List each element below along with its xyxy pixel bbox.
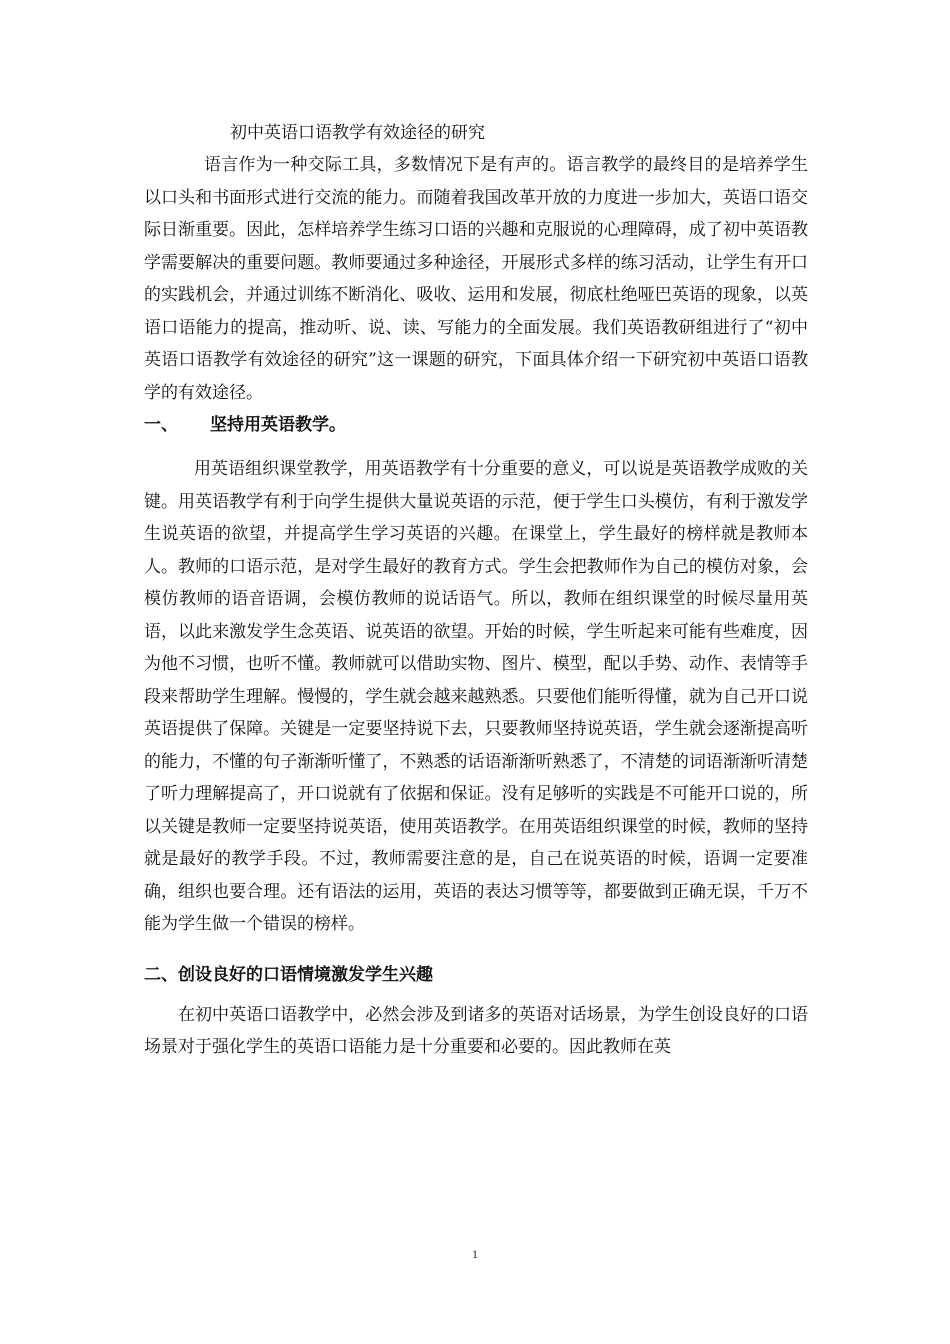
section-2-heading: 二、创设良好的口语情境激发学生兴趣 [144, 964, 433, 985]
page-number: 1 [472, 1247, 478, 1261]
intro-paragraph: 语言作为一种交际工具，多数情况下是有声的。语言教学的最终目的是培养学生以口头和书面形式进行交流的能力。而随着我国改革开放的力度进一步加大，英语口语交际日渐重要。因此，怎样培养学生练习口语的兴趣和克服说的心理障碍，成了初中英语教学需要解决的重要问题。教师要通过多种途径，开展形式多样的练习活动，让学生有开口的实践机会，并通过训练不断消化、吸收、运用和发展，彻底杜绝哑巴英语的现象，以英语口语能力的提高，推动听、说、读、写能力的全面发展。我们英语教研组进行了“初中英语口语教学有效途径的研究”这一课题的研究，下面具体介绍一下研究初中英语口语教学的有效途径。 [144, 155, 808, 403]
section-1-title: 坚持用英语教学。 [210, 415, 346, 435]
section-1-paragraph: 用英语组织课堂教学，用英语教学有十分重要的意义，可以说是英语教学成败的关键。用英语教学有利于向学生提供大量说英语的示范，便于学生口头模仿，有利于激发学生说英语的欲望，并提高学生学习英语的兴趣。在课堂上，学生最好的榜样就是教师本人。教师的口语示范，是对学生最好的教育方式。学生会把教师作为自己的模仿对象，会模仿教师的语音语调，会模仿教师的说话语气。所以，教师在组织课堂的时候尽量用英语，以此来激发学生念英语、说英语的欲望。开始的时候，学生听起来可能有些难度，因为他不习惯，也听不懂。教师就可以借助实物、图片、模型，配以手势、动作、表情等手段来帮助学生理解。慢慢的，学生就会越来越熟悉。只要他们能听得懂，就为自己开口说英语提供了保障。关键是一定要坚持说下去，只要教师坚持说英语，学生就会逐渐提高听的能力，不懂的句子渐渐听懂了，不熟悉的话语渐渐听熟悉了，不清楚的词语渐渐听清楚了听力理解提高了，开口说就有了依据和保证。没有足够听的实践是不可能开口说的，所以关键是教师一定要坚持说英语，使用英语教学。在用英语组织课堂的时候，教师的坚持就是最好的教学手段。不过，教师需要注意的是，自己在说英语的时候，语调一定要准确，组织也要合理。还有语法的运用，英语的表达习惯等等，都要做到正确无误，千万不能为学生做一个错误的榜样。 [144, 459, 808, 934]
document-content [144, 117, 808, 1064]
section-1-number: 一、 [144, 415, 178, 435]
document-title: 初中英语口语教学有效途径的研究 [230, 123, 485, 143]
section-2-paragraph: 在初中英语口语教学中，必然会涉及到诸多的英语对话场景，为学生创设良好的口语场景对于强化学生的英语口语能力是十分重要和必要的。因此教师在英 [144, 1004, 808, 1057]
section-1-heading [144, 409, 808, 441]
